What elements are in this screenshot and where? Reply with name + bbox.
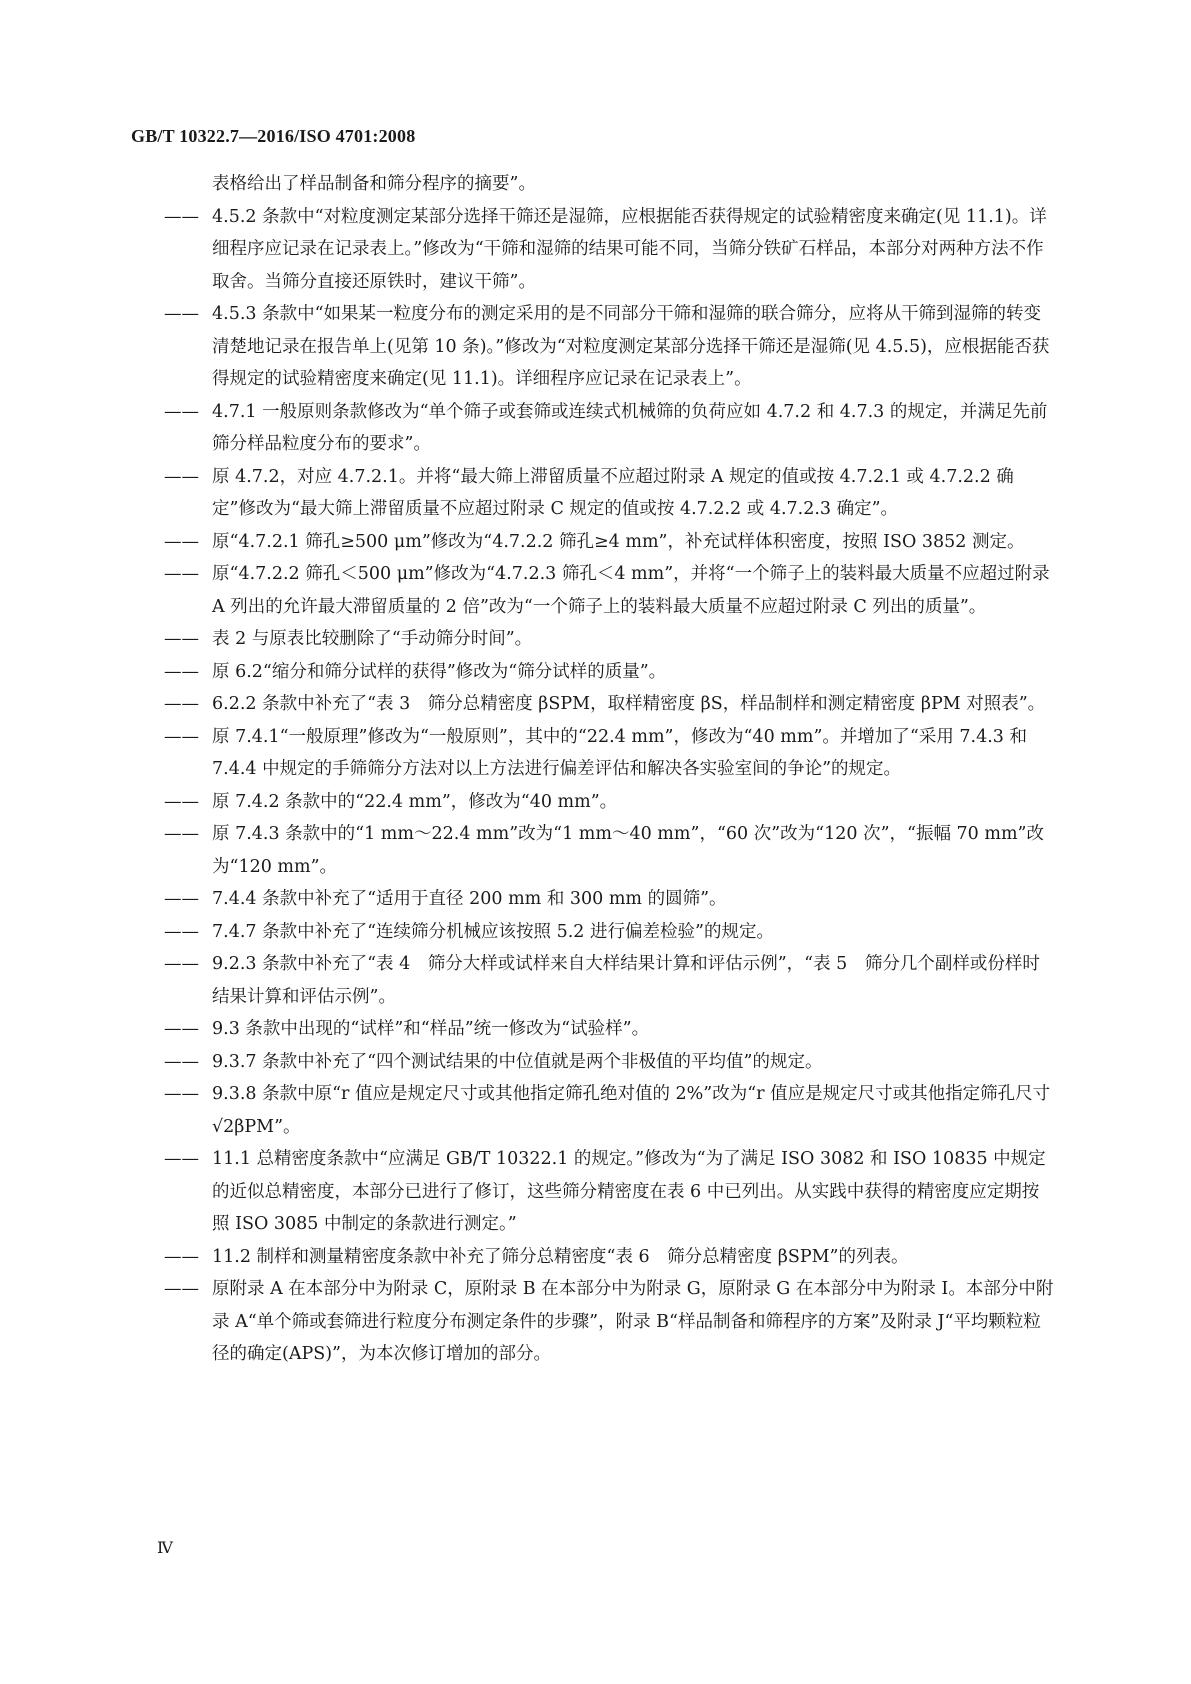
list-item <box>164 786 1054 819</box>
list-item <box>164 298 1054 396</box>
dash-marker: —— <box>164 661 199 682</box>
list-item <box>164 558 1054 623</box>
list-item <box>164 1241 1054 1274</box>
continuation-paragraph: 表格给出了样品制备和筛分程序的摘要”。 <box>212 174 536 194</box>
list-item-text: 9.2.3 条款中补充了“表 4 筛分大样或试样来自大样结果计算和评估示例”，“表 5 筛分几个副样或份样时结果计算和评估示例”。 <box>212 954 1040 1007</box>
list-item-text: 7.4.4 条款中补充了“适用于直径 200 mm 和 300 mm 的圆筛”。 <box>212 889 727 909</box>
list-item-text: 原 6.2“缩分和筛分试样的获得”修改为“筛分试样的质量”。 <box>212 661 667 682</box>
dash-marker: —— <box>164 791 199 812</box>
dash-marker: —— <box>164 531 199 552</box>
list-item-text: 9.3 条款中出现的“试样”和“样品”统一修改为“试验样”。 <box>212 1019 650 1039</box>
list-item-text: 4.7.1 一般原则条款修改为“单个筛子或套筛或连续式机械筛的负荷应如 4.7.2 和 4.7.3 的规定，并满足先前筛分样品粒度分布的要求”。 <box>212 401 1048 454</box>
list-item-text: 表 2 与原表比较删除了“手动筛分时间”。 <box>212 629 533 649</box>
dash-marker: —— <box>164 824 199 844</box>
dash-marker: —— <box>164 1084 199 1104</box>
dash-marker: —— <box>164 564 199 584</box>
dash-marker: —— <box>164 401 199 422</box>
list-item-text: 原 4.7.2，对应 4.7.2.1。并将“最大筛上滞留质量不应超过附录 A 规定的值或按 4.7.2.1 或 4.7.2.2 确定”修改为“最大筛上滞留质量不应超过附录 C 规定的值或按 4.7.2.2 或 4.7.2.3 确定”。 <box>212 466 1014 519</box>
dash-marker: —— <box>164 726 199 747</box>
dash-marker: —— <box>164 694 199 714</box>
dash-marker: —— <box>164 954 199 974</box>
dash-marker: —— <box>164 629 199 649</box>
list-item-text: 原 7.4.3 条款中的“1 mm～22.4 mm”改为“1 mm～40 mm”，“60 次”改为“120 次”，“振幅 70 mm”改为“120 mm”。 <box>212 824 1045 877</box>
list-item <box>164 948 1054 1013</box>
list-item-text: 11.1 总精密度条款中“应满足 GB/T 10322.1 的规定。”修改为“为了满足 ISO 3082 和 ISO 10835 中规定的近似总精密度，本部分已进行了修订，这些筛分精密度在表 6 中已列出。从实践中获得的精密度应定期按照 ISO 3085 中制定的条款进行测定。” <box>212 1149 1046 1234</box>
list-item <box>164 916 1054 949</box>
list-item-text: 11.2 制样和测量精密度条款中补充了筛分总精密度“表 6 筛分总精密度 βSPM”的列表。 <box>212 1246 909 1267</box>
list-item-text: 原附录 A 在本部分中为附录 C，原附录 B 在本部分中为附录 G，原附录 G 在本部分中为附录 I。本部分中附录 A“单个筛或套筛进行粒度分布测定条件的步骤”，附录 B“样品制备和筛程序的方案”及附录 J“平均颗粒粒径的确定(APS)”，为本次修订增加的部分。 <box>212 1279 1054 1364</box>
list-item-text: 9.3.7 条款中补充了“四个测试结果的中位值就是两个非极值的平均值”的规定。 <box>212 1051 823 1072</box>
list-item <box>164 721 1054 786</box>
list-item-text: 原 7.4.1“一般原理”修改为“一般原则”，其中的“22.4 mm”，修改为“40 mm”。并增加了“采用 7.4.3 和 7.4.4 中规定的手筛筛分方法对以上方法进行偏差评估和解决各实验室间的争论”的规定。 <box>212 726 1027 779</box>
list-item <box>164 1078 1054 1143</box>
list-item-text: 原“4.7.2.1 筛孔≥500 μm”修改为“4.7.2.2 筛孔≥4 mm”，补充试样体积密度，按照 ISO 3852 测定。 <box>212 531 1025 552</box>
list-item <box>164 201 1054 299</box>
list-item <box>164 656 1054 689</box>
list-item <box>164 1143 1054 1241</box>
dash-marker: —— <box>164 889 199 909</box>
dash-marker: —— <box>164 206 199 227</box>
list-item-text: 7.4.7 条款中补充了“连续筛分机械应该按照 5.2 进行偏差检验”的规定。 <box>212 921 774 942</box>
list-item <box>164 526 1054 559</box>
list-item-text: 4.5.3 条款中“如果某一粒度分布的测定采用的是不同部分干筛和湿筛的联合筛分，应将从干筛到湿筛的转变清楚地记录在报告单上(见第 10 条)。”修改为“对粒度测定某部分选择干筛还是湿筛(见 4.5.5)，应根据能否获得规定的试验精密度来确定(见 11.1)。详细程序应记录在记录表上”。 <box>212 304 1050 389</box>
dash-marker: —— <box>164 1051 199 1072</box>
list-item <box>164 688 1054 721</box>
list-item-text: 9.3.8 条款中原“r 值应是规定尺寸或其他指定筛孔绝对值的 2%”改为“r 值应是规定尺寸或其他指定筛孔尺寸√2βPM”。 <box>212 1084 1051 1137</box>
list-item-text: 原 7.4.2 条款中的“22.4 mm”，修改为“40 mm”。 <box>212 791 618 812</box>
list-item <box>164 461 1054 526</box>
list-item-text: 4.5.2 条款中“对粒度测定某部分选择干筛还是湿筛，应根据能否获得规定的试验精密度来确定(见 11.1)。详细程序应记录在记录表上。”修改为“干筛和湿筛的结果可能不同，当筛分铁矿石样品，本部分对两种方法不作取舍。当筛分直接还原铁时，建议干筛”。 <box>212 206 1047 292</box>
list-item <box>164 1046 1054 1079</box>
list-item <box>164 396 1054 461</box>
dash-marker: —— <box>164 1279 199 1299</box>
list-item-text: 原“4.7.2.2 筛孔＜500 μm”修改为“4.7.2.3 筛孔＜4 mm”，并将“一个筛子上的装料最大质量不应超过附录 A 列出的允许最大滞留质量的 2 倍”改为“一个筛子上的装料最大质量不应超过附录 C 列出的质量”。 <box>212 564 1050 617</box>
list-item-text: 6.2.2 条款中补充了“表 3 筛分总精密度 βSPM，取样精密度 βS，样品制样和测定精密度 βPM 对照表”。 <box>212 694 1046 714</box>
document-body <box>164 168 1054 1371</box>
document-code-header: GB/T 10322.7—2016/ISO 4701:2008 <box>131 126 416 146</box>
dash-marker: —— <box>164 466 199 487</box>
page-number: Ⅳ <box>157 1540 173 1557</box>
dash-marker: —— <box>164 1246 199 1267</box>
dash-marker: —— <box>164 1019 199 1039</box>
dash-marker: —— <box>164 1149 199 1169</box>
list-item <box>164 883 1054 916</box>
list-item <box>164 1013 1054 1046</box>
dash-marker: —— <box>164 921 199 942</box>
list-item <box>164 1273 1054 1371</box>
list-item <box>164 623 1054 656</box>
dash-marker: —— <box>164 304 199 324</box>
list-item <box>164 818 1054 883</box>
